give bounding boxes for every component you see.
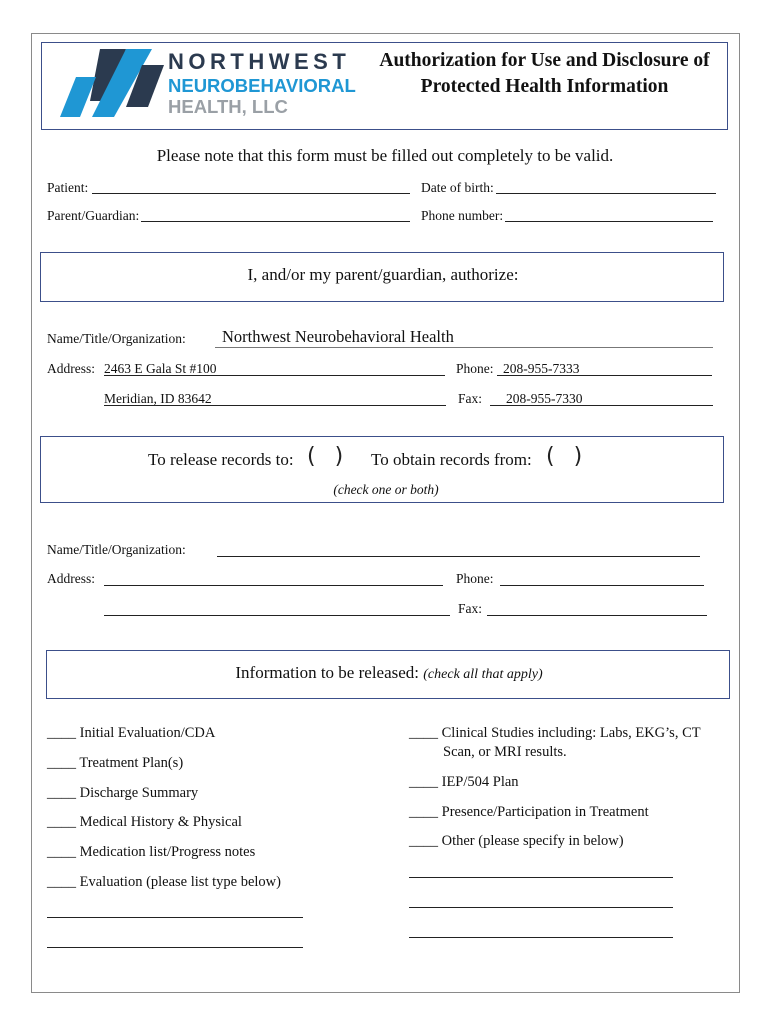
- recipient-org-field[interactable]: [217, 556, 700, 557]
- recipient-phone-label: Phone:: [456, 571, 494, 586]
- info-item-treatment-plan[interactable]: [47, 755, 183, 772]
- dob-label: Date of birth:: [421, 180, 494, 195]
- form-title-line2: Protected Health Information: [420, 76, 669, 97]
- provider-org-field: [215, 347, 713, 348]
- info-item-label: Discharge Summary: [79, 785, 199, 801]
- recipient-address-field-2[interactable]: [104, 615, 450, 616]
- logo-word-neurobehavioral: NEUROBEHAVIORAL: [168, 75, 356, 96]
- recipient-org-label: Name/Title/Organization:: [47, 542, 186, 557]
- info-heading-hint: (check all that apply): [423, 667, 543, 682]
- info-item-label: Initial Evaluation/CDA: [79, 725, 216, 741]
- provider-fax-value: 208-955-7330: [506, 391, 583, 406]
- evaluation-type-field-2[interactable]: [47, 947, 303, 948]
- provider-address-label: Address:: [47, 361, 95, 376]
- dob-field[interactable]: [496, 193, 716, 194]
- provider-address-line2: Meridian, ID 83642: [104, 391, 212, 406]
- patient-field[interactable]: [92, 193, 410, 194]
- other-specify-field-3[interactable]: [409, 937, 673, 938]
- info-item-label: Evaluation (please list type below): [79, 874, 281, 890]
- provider-address-line1: 2463 E Gala St #100: [104, 361, 217, 376]
- provider-org-value: Northwest Neurobehavioral Health: [222, 327, 454, 346]
- info-heading-label: Information to be released:: [235, 663, 420, 682]
- validity-notice: Please note that this form must be filled out completely to be valid.: [156, 146, 614, 165]
- phone-number-label: Phone number:: [421, 208, 504, 223]
- provider-phone-value: 208-955-7333: [503, 361, 580, 376]
- form-title-line1: Authorization for Use and Disclosure of: [379, 50, 710, 71]
- guardian-field[interactable]: [141, 221, 410, 222]
- recipient-fax-label: Fax:: [458, 601, 483, 616]
- logo-word-northwest: NORTHWEST: [168, 49, 351, 74]
- info-item-clinical-studies[interactable]: [409, 725, 701, 742]
- info-item-medical-history[interactable]: [47, 814, 242, 831]
- info-item-iep-plan[interactable]: [409, 774, 519, 791]
- authorize-box: [40, 252, 724, 302]
- release-checkbox[interactable]: ( ): [307, 444, 350, 469]
- patient-label: Patient:: [47, 180, 89, 195]
- info-item-evaluation[interactable]: [47, 874, 281, 891]
- other-specify-field-2[interactable]: [409, 907, 673, 908]
- logo-mark-icon: [56, 47, 174, 119]
- check-blank: ____: [47, 725, 76, 741]
- info-item-clinical-studies-cont: Scan, or MRI results.: [443, 744, 567, 760]
- info-heading: [47, 663, 731, 683]
- provider-address-field-1: [104, 375, 445, 376]
- provider-address-field-2: [104, 405, 446, 406]
- obtain-label: To obtain records from:: [371, 450, 532, 469]
- recipient-phone-field[interactable]: [500, 585, 704, 586]
- info-item-label: Treatment Plan(s): [79, 755, 184, 771]
- direction-box: [40, 436, 724, 503]
- logo-word-health: HEALTH, LLC: [168, 96, 288, 117]
- check-blank: ____: [409, 833, 438, 849]
- provider-phone-label: Phone:: [456, 361, 494, 376]
- info-item-discharge-summary[interactable]: [47, 785, 198, 802]
- guardian-label: Parent/Guardian:: [47, 208, 140, 223]
- provider-fax-field: [490, 405, 713, 406]
- check-blank: ____: [47, 755, 76, 771]
- info-item-label: Clinical Studies including: Labs, EKG’s, CT: [441, 725, 701, 741]
- recipient-address-field-1[interactable]: [104, 585, 443, 586]
- check-blank: ____: [409, 725, 438, 741]
- other-specify-field-1[interactable]: [409, 877, 673, 878]
- header-box: [41, 42, 728, 130]
- info-item-label: Medical History & Physical: [79, 814, 242, 830]
- info-item-label: Medication list/Progress notes: [79, 844, 256, 860]
- obtain-checkbox[interactable]: ( ): [546, 444, 589, 469]
- check-blank: ____: [47, 844, 76, 860]
- info-item-initial-eval[interactable]: [47, 725, 215, 742]
- recipient-address-label: Address:: [47, 571, 95, 586]
- provider-fax-label: Fax:: [458, 391, 483, 406]
- authorize-heading: I, and/or my parent/guardian, authorize:: [247, 265, 519, 284]
- info-item-label: Other (please specify in below): [441, 833, 624, 849]
- info-heading-box: [46, 650, 730, 699]
- check-blank: ____: [47, 814, 76, 830]
- provider-phone-field: [497, 375, 712, 376]
- info-item-presence[interactable]: [409, 804, 649, 821]
- provider-org-label: Name/Title/Organization:: [47, 331, 186, 346]
- info-item-label: Presence/Participation in Treatment: [441, 804, 649, 820]
- info-item-label: IEP/504 Plan: [441, 774, 519, 790]
- check-blank: ____: [47, 785, 76, 801]
- direction-hint: (check one or both): [333, 482, 439, 497]
- check-blank: ____: [409, 804, 438, 820]
- recipient-fax-field[interactable]: [487, 615, 707, 616]
- info-item-other[interactable]: [409, 833, 624, 850]
- release-label: To release records to:: [148, 450, 294, 469]
- evaluation-type-field-1[interactable]: [47, 917, 303, 918]
- check-blank: ____: [409, 774, 438, 790]
- check-blank: ____: [47, 874, 76, 890]
- info-item-medication-list[interactable]: [47, 844, 255, 861]
- phone-number-field[interactable]: [505, 221, 713, 222]
